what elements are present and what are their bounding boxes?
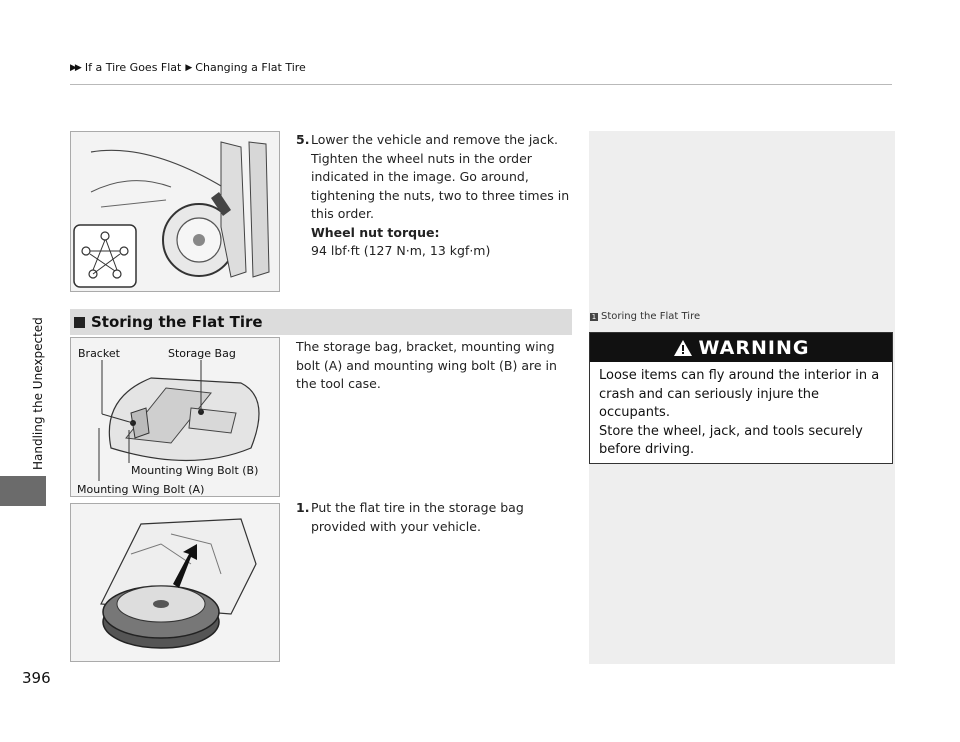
- torque-value: 94 lbf·ft (127 N·m, 13 kgf·m): [311, 243, 491, 258]
- warning-triangle-icon: [673, 339, 693, 357]
- label-bolt-b: Mounting Wing Bolt (B): [131, 464, 259, 477]
- step-5-text: Lower the vehicle and remove the jack. Tighten the wheel nuts in the order indicated in the image. Go around, tightening the nuts, two to three times in this order.: [311, 132, 570, 221]
- side-note-title: Storing the Flat Tire: [601, 311, 701, 322]
- warning-text: Loose items can fly around the interior in a crash and can seriously injure the occupants. Store the wheel, jack, and tools securely before driving.: [599, 368, 880, 457]
- step-1: [296, 499, 572, 536]
- label-bolt-a: Mounting Wing Bolt (A): [77, 483, 205, 496]
- section-title: Storing the Flat Tire: [91, 313, 263, 331]
- step-5: [296, 131, 572, 261]
- reference-icon: 1: [591, 312, 597, 321]
- thumb-tab: [0, 476, 46, 506]
- step-5-number: 5.: [296, 132, 310, 147]
- lower-vehicle-illustration: [70, 131, 280, 292]
- warning-header: [590, 333, 892, 362]
- page-number: 396: [22, 669, 51, 687]
- side-note-ref: [590, 311, 700, 322]
- section-square-icon: [74, 317, 85, 328]
- breadcrumb: [70, 61, 306, 74]
- step-1-text: Put the flat tire in the storage bag provided with your vehicle.: [311, 500, 524, 534]
- tire-in-bag-illustration: [70, 503, 280, 662]
- step-1-number: 1.: [296, 500, 310, 515]
- header-rule: [70, 84, 892, 85]
- label-storage-bag: Storage Bag: [168, 347, 236, 360]
- warning-box: [589, 332, 893, 464]
- breadcrumb-part-1: If a Tire Goes Flat: [84, 61, 182, 74]
- label-bracket: Bracket: [78, 347, 120, 360]
- storage-description: The storage bag, bracket, mounting wing bolt (A) and mounting wing bolt (B) are in the tool case.: [296, 339, 557, 391]
- tire-bag-drawing: [71, 504, 279, 661]
- warning-label: WARNING: [698, 336, 810, 359]
- section-header: [70, 309, 572, 335]
- torque-label: Wheel nut torque:: [311, 224, 440, 240]
- car-wheel-drawing: [71, 132, 279, 291]
- breadcrumb-part-2: Changing a Flat Tire: [195, 61, 306, 74]
- side-tab-label: Handling the Unexpected: [31, 317, 45, 470]
- arrow-icon: ▶: [185, 62, 191, 73]
- double-arrow-icon: ▶▶: [70, 62, 80, 73]
